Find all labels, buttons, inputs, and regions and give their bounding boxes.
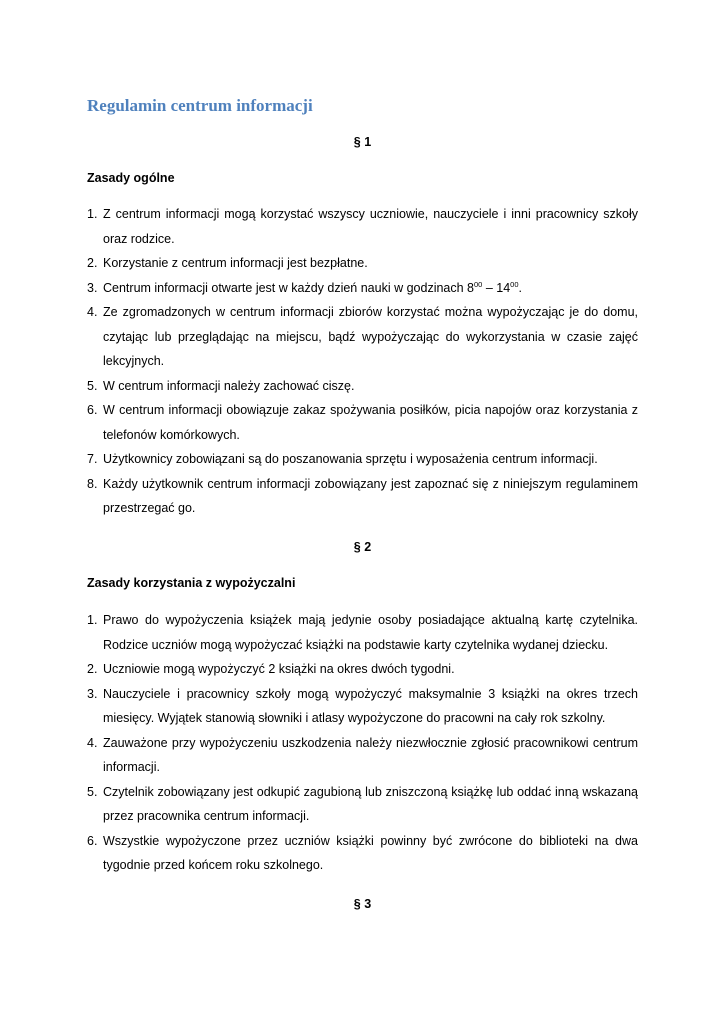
paragraph-mark-2: § 2 bbox=[353, 540, 372, 554]
list-item: 1. Z centrum informacji mogą korzystać wszyscy uczniowie, nauczyciele i inni pracownicy szkoły oraz rodzice. bbox=[87, 207, 638, 246]
general-rules-list bbox=[87, 202, 638, 521]
list-item: 2. Korzystanie z centrum informacji jest bezpłatne. bbox=[87, 256, 368, 270]
list-item: 5. W centrum informacji należy zachować ciszę. bbox=[87, 378, 355, 393]
list-item: 2. Uczniowie mogą wypożyczyć 2 książki na okres dwóch tygodni. bbox=[87, 662, 455, 676]
document-title: Regulamin centrum informacji bbox=[87, 96, 313, 115]
list-item: 6. Wszystkie wypożyczone przez uczniów książki powinny być zwrócone do biblioteki na dwa tygodnie przed końcem roku szkolnego. bbox=[87, 833, 638, 872]
list-item: 3. Nauczyciele i pracownicy szkoły mogą wypożyczyć maksymalnie 3 książki na okres trzech miesięcy. Wyjątek stanowią słowniki i atlasy wypożyczone do pracowni na cały rok szkolny. bbox=[87, 686, 638, 725]
list-item: 4. Ze zgromadzonych w centrum informacji zbiorów korzystać można wypożyczając je do domu, czytając lub przeglądając na miejscu, bądź wypożyczając do wykorzystania w czasie zajęć lekcyjnych. bbox=[87, 305, 638, 368]
list-item: 8. Każdy użytkownik centrum informacji zobowiązany jest zapoznać się z niniejszym regulaminem przestrzegać go. bbox=[87, 476, 638, 515]
list-item: 4. Zauważone przy wypożyczeniu uszkodzenia należy niezwłocznie zgłosić pracownikowi centrum informacji. bbox=[87, 735, 638, 774]
section-heading-general-rules: Zasady ogólne bbox=[87, 171, 175, 185]
list-item: 7. Użytkownicy zobowiązani są do poszanowania sprzętu i wyposażenia centrum informacji. bbox=[87, 452, 598, 466]
list-item: 3. Centrum informacji otwarte jest w każdy dzień nauki w godzinach $8^{00} - 14^{00}$. bbox=[87, 279, 522, 295]
list-item: 5. Czytelnik zobowiązany jest odkupić zagubioną lub zniszczoną książkę lub oddać inną wskazaną przez pracownika centrum informacji. bbox=[87, 784, 638, 823]
list-item: 1. Prawo do wypożyczenia książek mają jedynie osoby posiadające aktualną kartę czytelnika. Rodzice uczniów mogą wypożyczać książki na podstawie karty czytelnika wydanej dziecku. bbox=[87, 613, 638, 652]
lending-rules-list bbox=[87, 608, 638, 878]
paragraph-mark-3: § 3 bbox=[353, 897, 372, 911]
section-heading-lending-rules: Zasady korzystania z wypożyczalni bbox=[87, 576, 296, 590]
list-item: 6. W centrum informacji obowiązuje zakaz spożywania posiłków, picia napojów oraz korzystania z telefonów komórkowych. bbox=[87, 403, 638, 442]
paragraph-mark-1: § 1 bbox=[353, 135, 372, 149]
